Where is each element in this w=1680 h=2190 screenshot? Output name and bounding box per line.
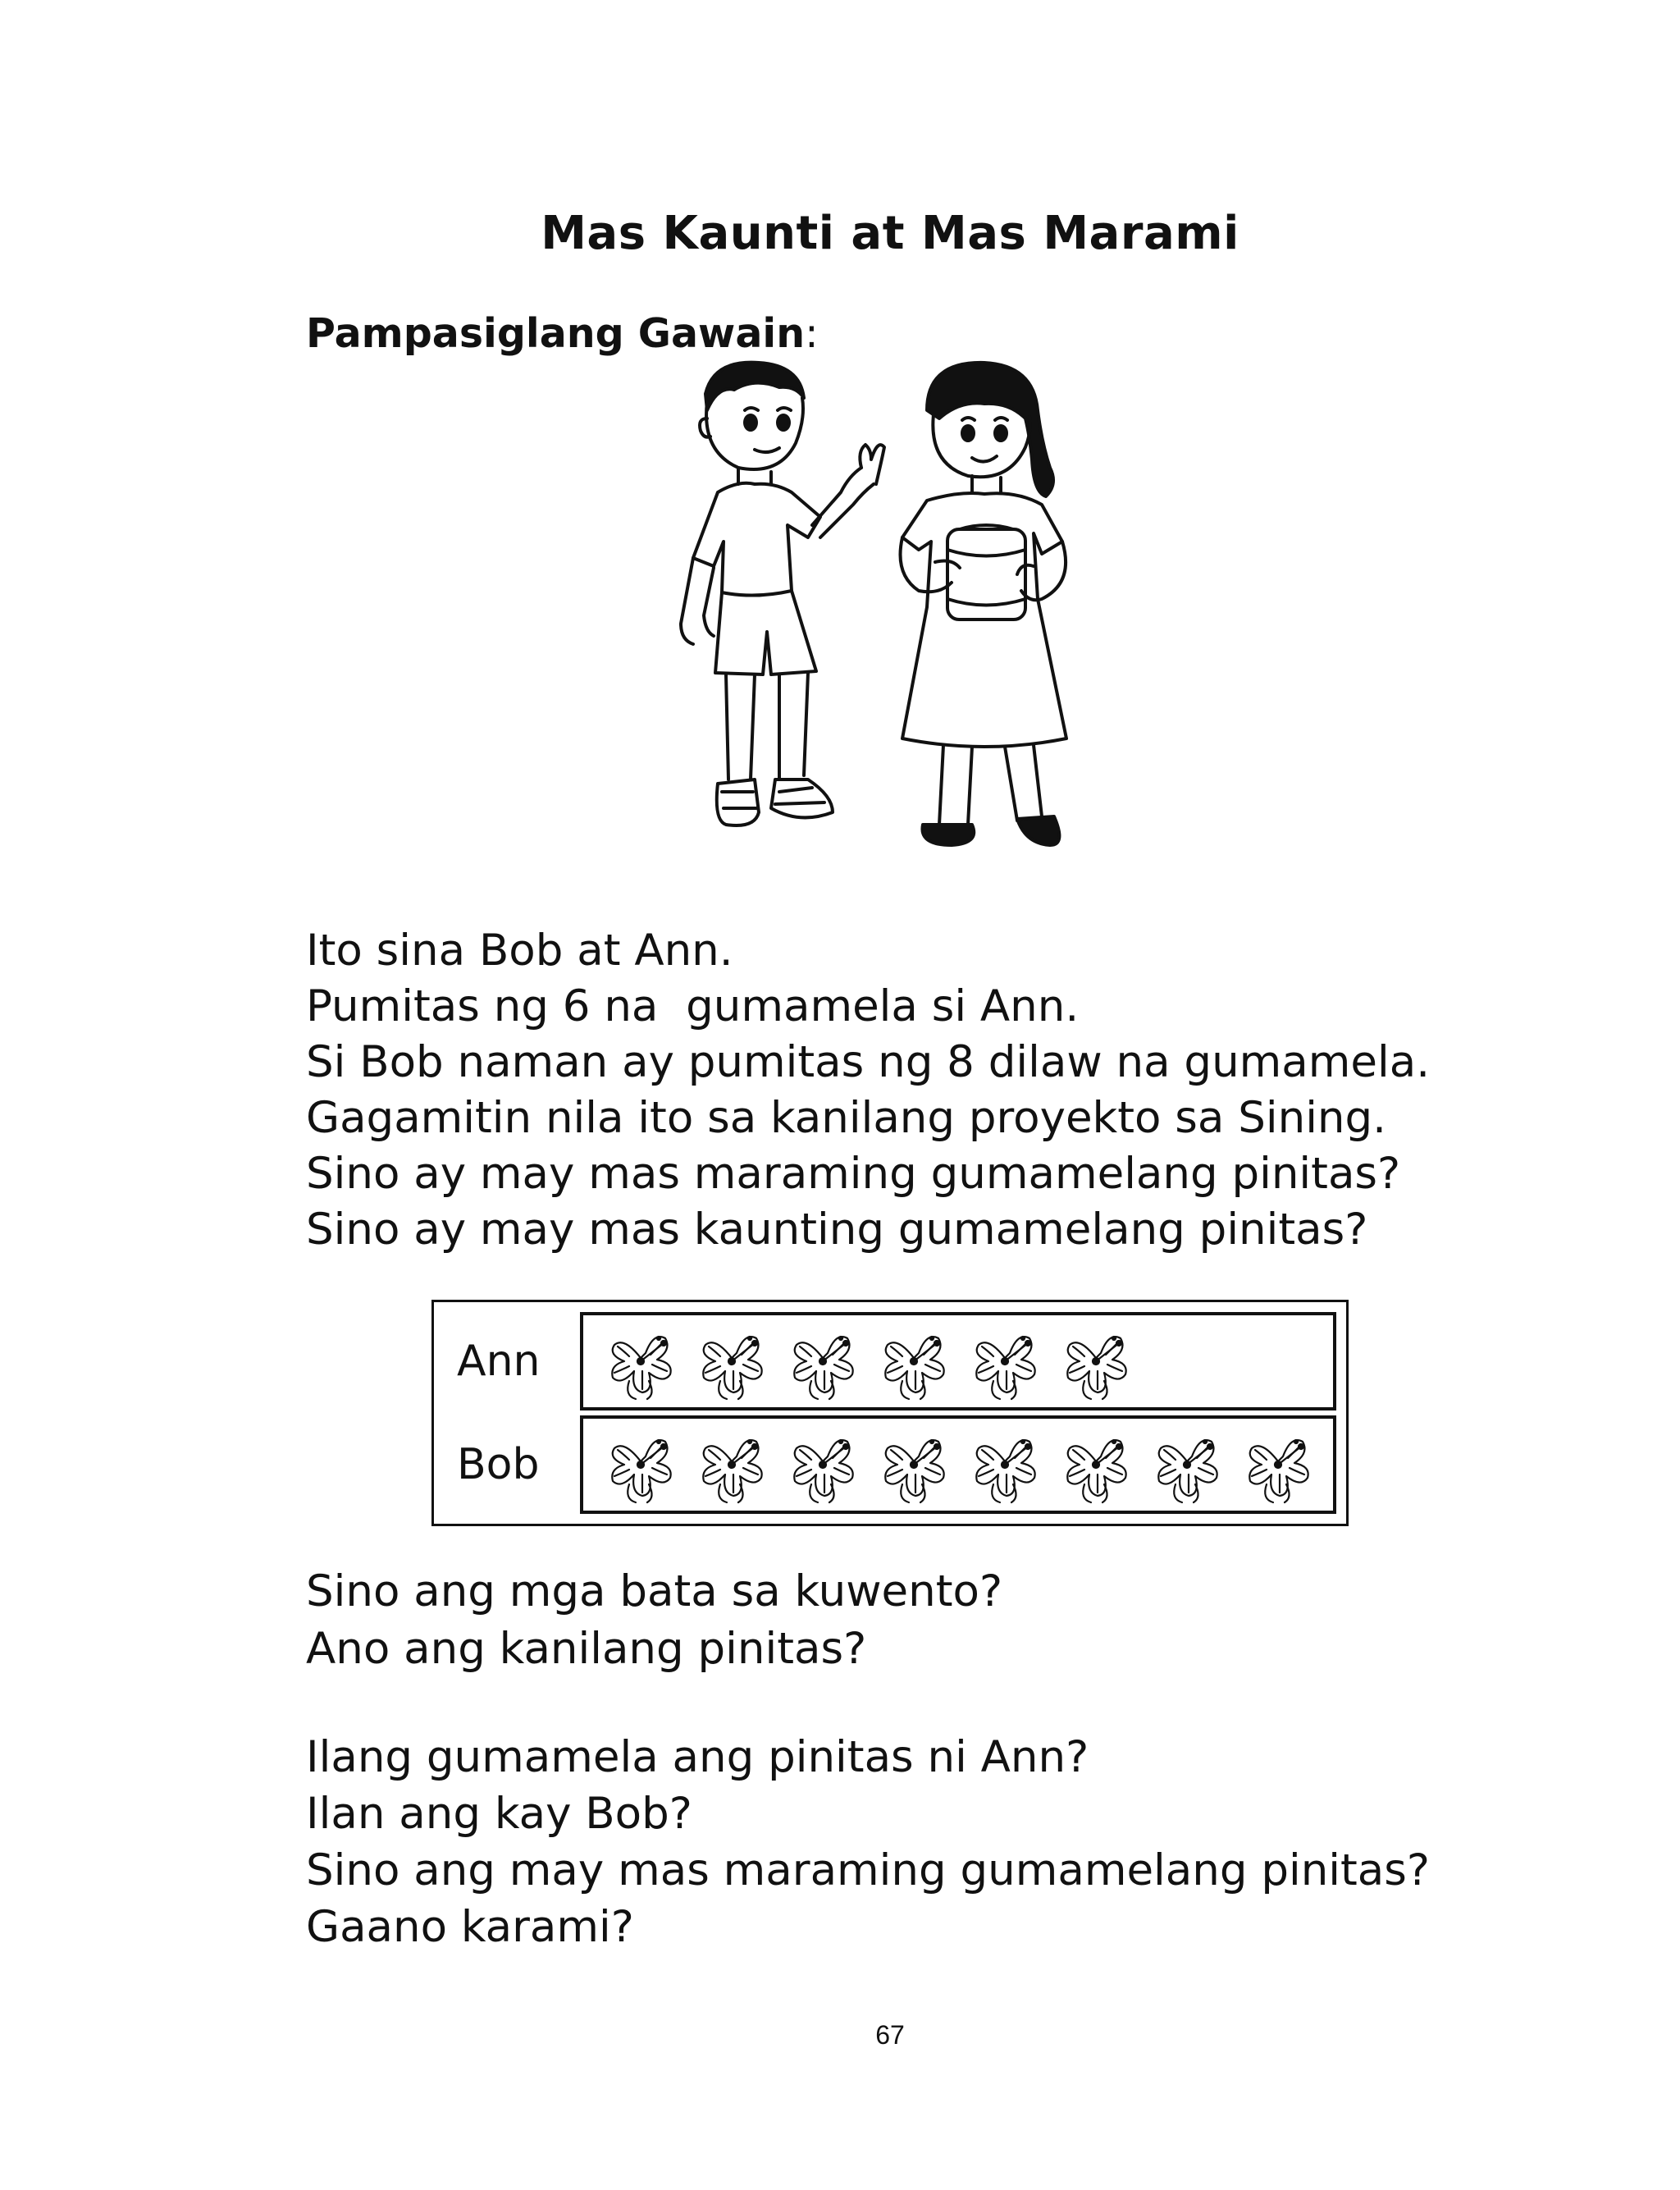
gumamela-flower-icon	[782, 1424, 864, 1506]
question-line: Gaano karami?	[306, 1902, 634, 1952]
gumamela-flower-icon	[873, 1424, 955, 1506]
flower-count-chart	[431, 1300, 1349, 1526]
gumamela-flower-icon	[782, 1320, 864, 1402]
page-title: Mas Kaunti at Mas Marami	[541, 207, 1239, 260]
gumamela-flower-icon	[873, 1320, 955, 1402]
gumamela-flower-icon	[600, 1320, 682, 1402]
gumamela-flower-icon	[1237, 1424, 1319, 1506]
gumamela-flower-icon	[691, 1424, 773, 1506]
gumamela-flower-icon	[691, 1320, 773, 1402]
question-line: Ilan ang kay Bob?	[306, 1789, 692, 1839]
gumamela-flower-icon	[600, 1424, 682, 1506]
gumamela-flower-icon	[964, 1424, 1046, 1506]
questions-group-2	[306, 1729, 1430, 1955]
story-paragraph	[306, 923, 1430, 1258]
question-line: Ilang gumamela ang pinitas ni Ann?	[306, 1732, 1089, 1782]
gumamela-flower-icon	[1055, 1424, 1137, 1506]
boy-figure-icon	[681, 363, 884, 825]
story-line: Gagamitin nila ito sa kanilang proyekto sa Sining.	[306, 1093, 1387, 1143]
gumamela-flower-icon	[1055, 1320, 1137, 1402]
chart-row-bob	[580, 1415, 1336, 1514]
chart-row-ann	[580, 1312, 1336, 1410]
question-line: Sino ang may mas maraming gumamelang pinitas?	[306, 1845, 1431, 1895]
question-line: Sino ang mga bata sa kuwento?	[306, 1566, 1003, 1616]
gumamela-flower-icon	[1146, 1424, 1228, 1506]
gumamela-flower-icon	[964, 1320, 1046, 1402]
boy-and-girl-icon	[656, 353, 1116, 870]
question-line: Ano ang kanilang pinitas?	[306, 1624, 867, 1674]
story-line: Sino ay may mas kaunting gumamelang pinitas?	[306, 1205, 1368, 1255]
activity-heading	[306, 310, 819, 357]
story-line: Ito sina Bob at Ann.	[306, 926, 733, 976]
story-line: Sino ay may mas maraming gumamelang pinitas?	[306, 1149, 1401, 1199]
girl-figure-icon	[901, 363, 1067, 845]
page-number: 67	[875, 2020, 905, 2050]
story-line: Si Bob naman ay pumitas ng 8 dilaw na gumamela.	[306, 1037, 1431, 1087]
chart-row-label-ann: Ann	[457, 1337, 541, 1386]
questions-group-1	[306, 1563, 1002, 1678]
activity-heading-colon: :	[805, 310, 819, 357]
chart-row-label-bob: Bob	[457, 1440, 540, 1489]
story-line: Pumitas ng 6 na gumamela si Ann.	[306, 981, 1080, 1031]
activity-heading-text: Pampasiglang Gawain	[306, 310, 806, 357]
